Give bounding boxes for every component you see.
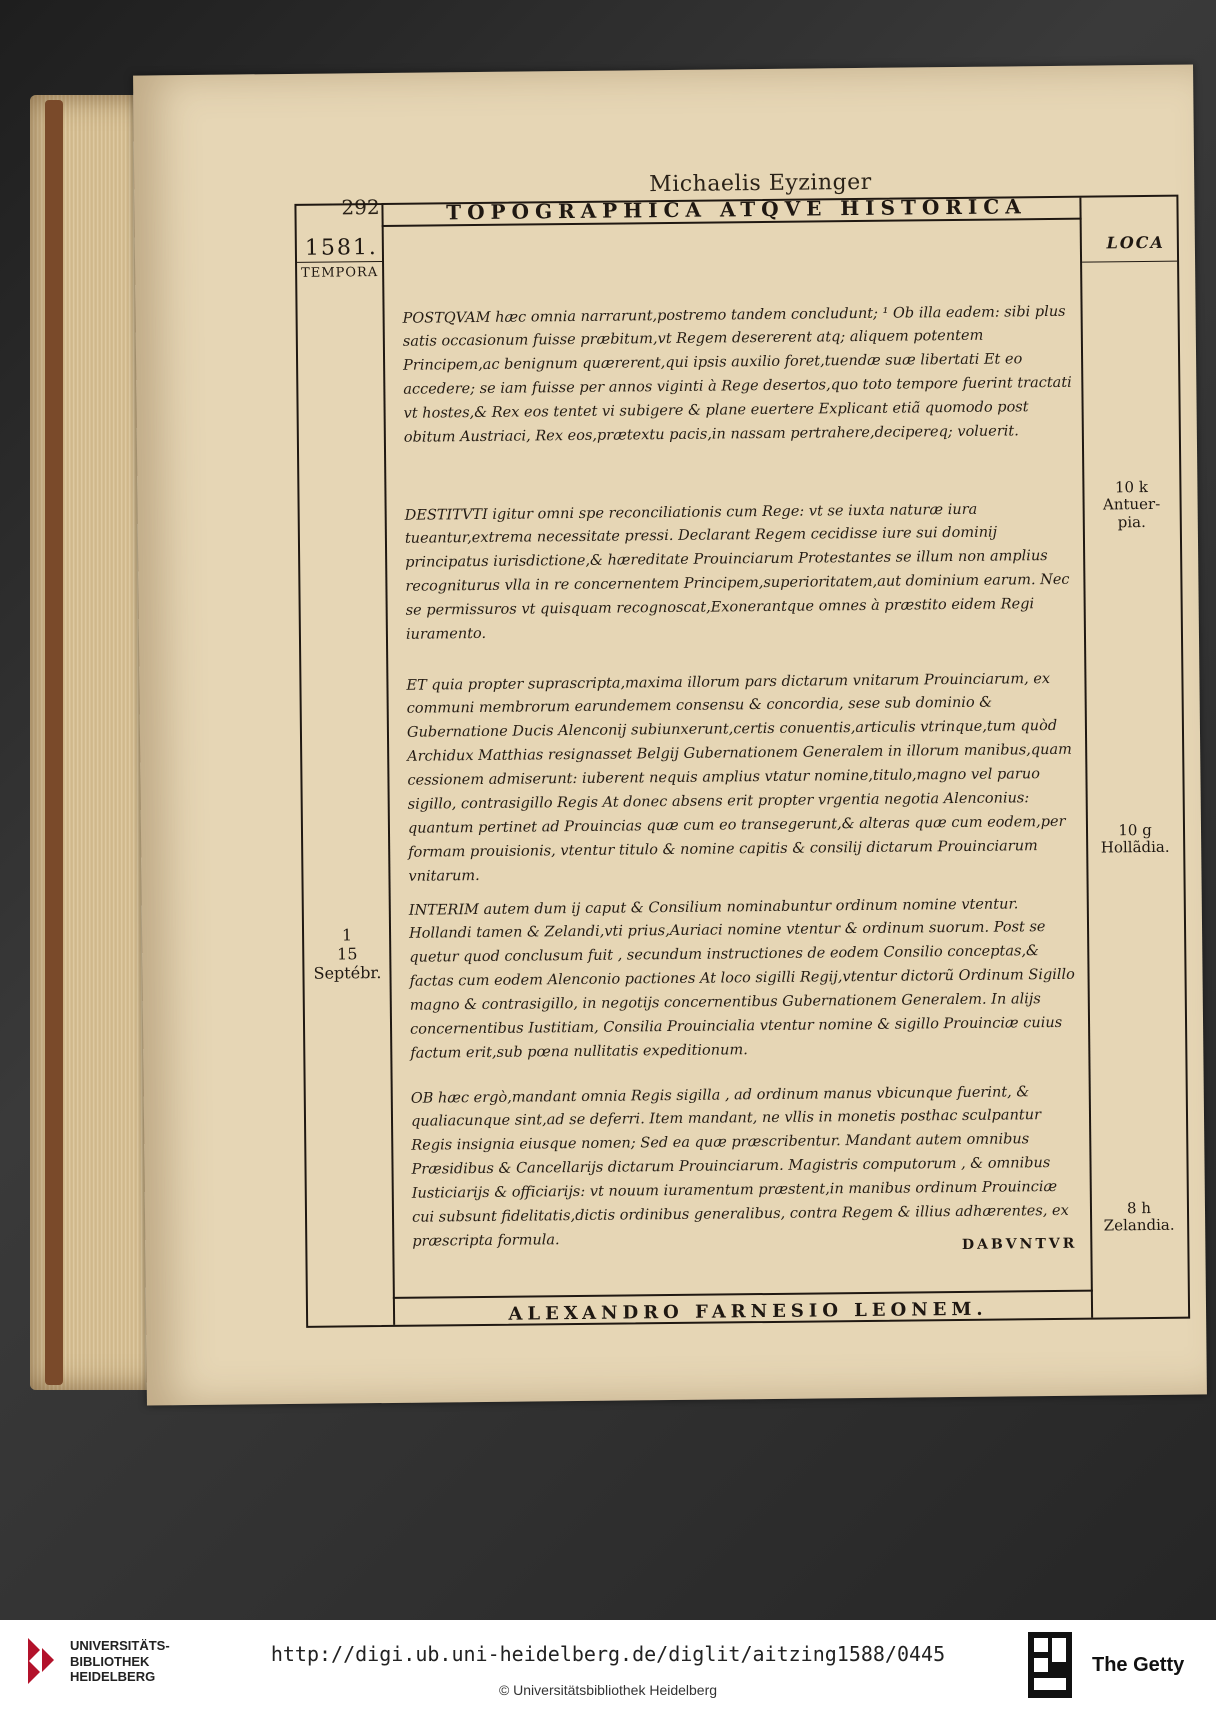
catchword: DABVNTVR bbox=[961, 1235, 1078, 1253]
place-note-2 bbox=[1089, 822, 1181, 857]
place-ref: 10 g bbox=[1118, 820, 1152, 840]
page-number: 292 bbox=[341, 195, 380, 220]
viewer-footer bbox=[0, 1620, 1216, 1712]
paragraph-et-quia: ET quia propter suprascripta,maxima illorum pars dictarum vnitarum Prouinciarum, ex communi membrorum earundemem consensu & concordia, sese sub dominio & Gubernatione Ducis Alenconij subiunxerunt,certis conuentis,articulis vtrinque,tum quòd Archidux Matthias resignasset Belgij Gubernationem Generalem in illorum manibus,quam cessionem admiserunt: iuberent nequis amplius vtatur nomine,titulo,magno vel paruo sigillo, contrasigillo Regis At donec absens erit propter vrgentia negotia Alenconius: quantum pertinet ad Prouincias quæ cum eo transegerunt,& alteras quæ cum eodem,per formam prouisionis, vtentur titulo & nomine capitis & consilij dictarum Prouinciarum vnitarum. bbox=[406, 670, 1072, 885]
paragraph-interim: INTERIM autem dum ij caput & Consilium nominabuntur ordinum nomine vtentur. Hollandi tamen & Zelandi,vti prius,Auriaci nomine vtentur & ordinum suorum. Post se quetur quod conclusum fuit , secundum instructiones de eodem Consilio conceptas,& factas cum eodem Alenconio pactiones At loco sigilli Regij,vtentur dictorũ Ordinum Sigillo magno & contrasigillo, in negotijs concernentibus Gubernationem Generalem. In alijs concernentibus Iustitiam, Consilia Prouincialia vtentur nomine & sigillo Prouinciæ cuius factum erit,sub pœna nullitatis expeditionum. bbox=[408, 895, 1075, 1062]
copyright-notice: © Universitätsbibliothek Heidelberg bbox=[498, 1682, 718, 1698]
place-ref: 10 k bbox=[1114, 477, 1148, 497]
loca-header: LOCA bbox=[1106, 232, 1165, 253]
right-header-rule bbox=[1082, 261, 1177, 263]
permalink-url[interactable]: http://digi.ub.uni-heidelberg.de/diglit/aitzing1588/0445 bbox=[270, 1642, 946, 1666]
paragraph-postquam: POSTQVAM hæc omnia narrarunt,postremo tandem concludunt; ¹ Ob illa eadem: sibi plus satis occasionum fuisse præbitum,vt Regem desererent atq; aliquem potentem Principem,ac benignum quærerent,qui ipsis auxilio foret,tuendæ suæ libertati Et eo accedere; se iam fuisse per annos viginti à Rege desertos,quo toto tempore fuerint tractati vt hostes,& Rex eos tentet vi subigere & plane euertere Explicant etiã quomodo post obitum Austriaci, Rex eos,prætextu pacis,in nassam pertrahere,decipereq; voluerit. bbox=[402, 303, 1072, 446]
library-name: UNIVERSITÄTS- BIBLIOTHEK HEIDELBERG bbox=[70, 1638, 170, 1685]
page-frame bbox=[294, 195, 1190, 1328]
paragraph-destituti: DESTITVTI igitur omni spe reconciliationis cum Rege: vt se iuxta naturæ iura tueantur,extrema necessitate pressi. Declarant Regem cecidisse iure sui dominij principatus iurisdictione,& hæreditate Prouinciarum Protestantes se illum non amplius recogniturus vlla in re concernentem Principem,superioritatem,aut dominium earum. Nec se permissuros vt quisquam recognoscat,Exonerantque omnes à præstito eidem Regi iuramento. bbox=[404, 501, 1070, 643]
place-name: Hollãdia. bbox=[1100, 838, 1170, 857]
place-name: Zelandia. bbox=[1103, 1215, 1175, 1235]
bottom-title: ALEXANDRO FARNESIO LEONEM. bbox=[508, 1298, 988, 1325]
getty-logo-icon[interactable] bbox=[1028, 1632, 1072, 1698]
year: 1581. bbox=[304, 235, 378, 261]
bottom-rule bbox=[393, 1290, 1093, 1299]
place-note-1 bbox=[1085, 479, 1178, 532]
book-page bbox=[133, 64, 1207, 1405]
top-title: TOPOGRAPHICA ATQVE HISTORICA bbox=[446, 194, 1027, 225]
left-header-rule bbox=[297, 261, 382, 263]
tempora-header: TEMPORA bbox=[301, 265, 379, 281]
tempora-column bbox=[296, 205, 395, 1326]
date-note: 1 15 Septébr. bbox=[313, 925, 382, 983]
place-note-3 bbox=[1093, 1200, 1185, 1235]
partner-name: The Getty bbox=[1092, 1654, 1185, 1676]
place-name: Antuer- pia. bbox=[1102, 495, 1161, 531]
running-head: Michaelis Eyzinger bbox=[649, 169, 872, 198]
loca-column bbox=[1079, 197, 1188, 1318]
paragraph-ob-haec: OB hæc ergò,mandant omnia Regis sigilla , ad ordinum manus vbicunque fuerint, & qualiacunque sint,ad se deferri. Item mandant, ne vllis in monetis posthac sculpantur Regis insignia eiusque nomen; Sed ea quæ præscribentur. Mandant autem omnibus Præsidibus & Cancellarijs dictarum Prouinciarum. Magistris computorum , & omnibus Iusticiarijs & officiarijs: vt nouum iuramentum præstent,in manibus ordinum Prouinciæ cui subsunt fidelitatis,dictis ordinibus generalibus, contra Regem & illius adhærentes, ex præscripta formula. bbox=[410, 1083, 1069, 1250]
book-cover-edge bbox=[45, 100, 63, 1385]
place-ref: 8 h bbox=[1126, 1198, 1152, 1218]
